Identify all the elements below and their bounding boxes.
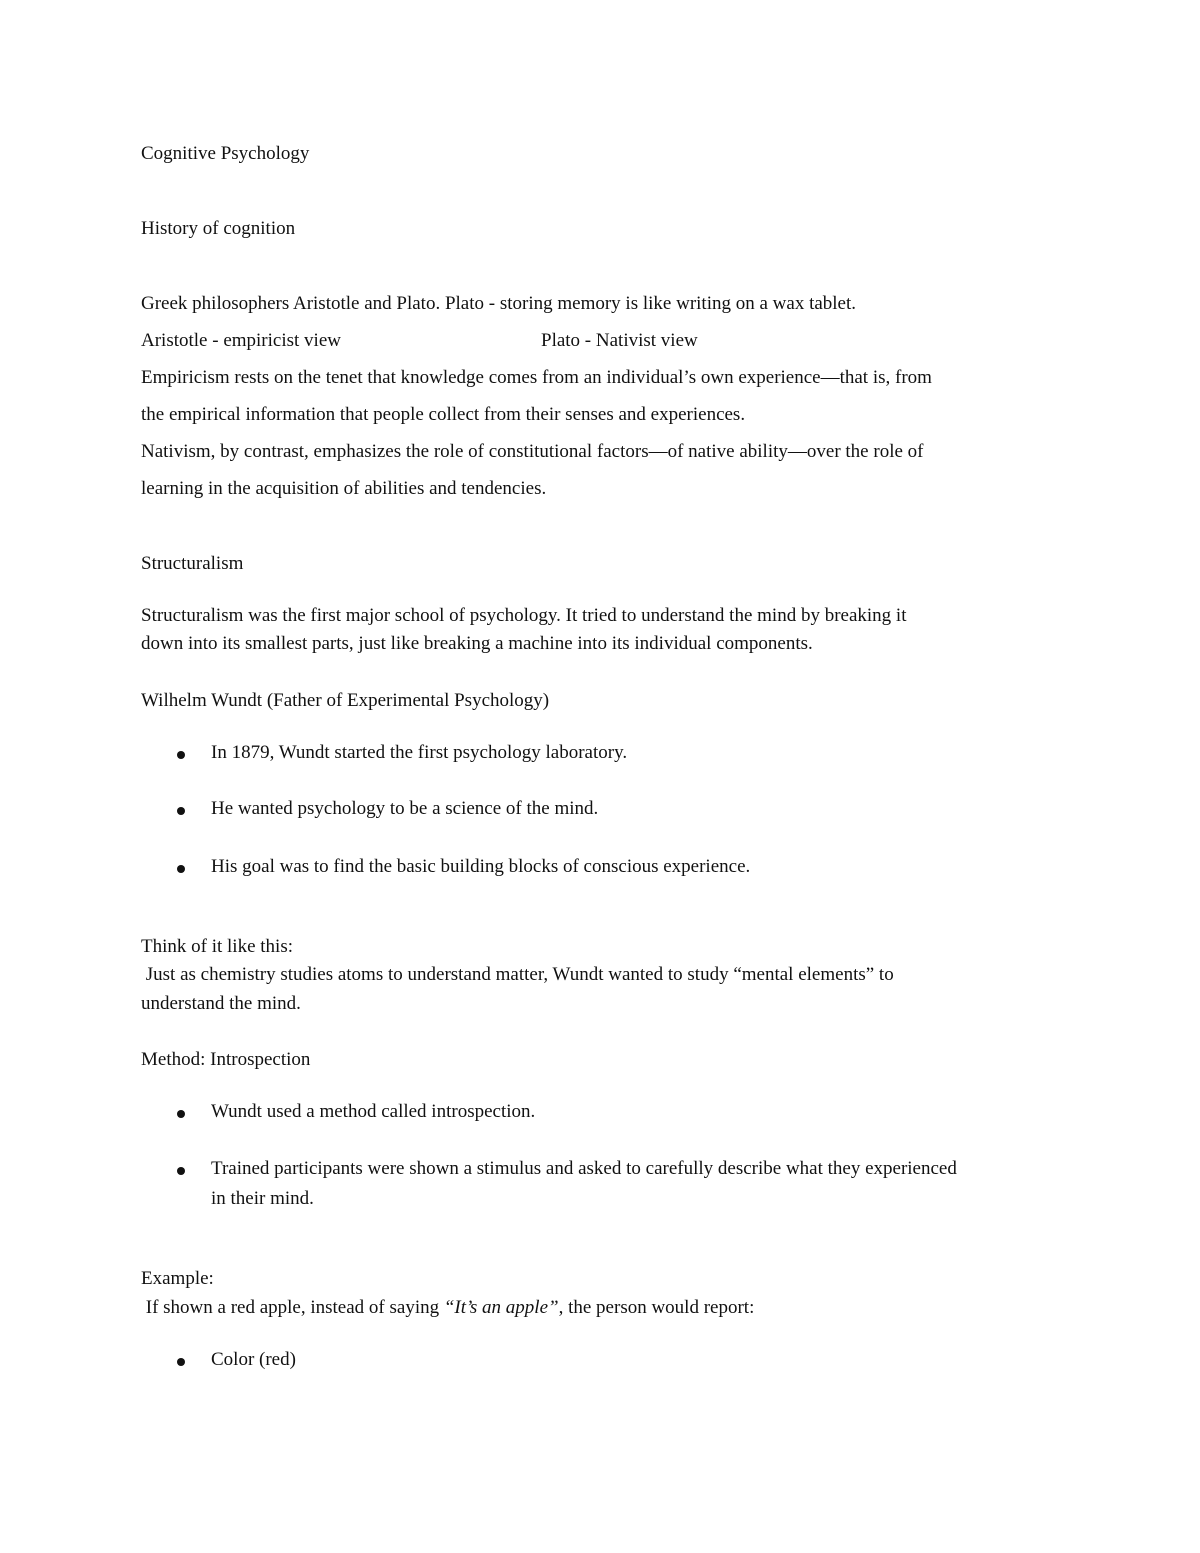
wundt-bullet-2: He wanted psychology to be a science of the mind. — [211, 798, 599, 819]
nativism-line-2: learning in the acquisition of abilities and tendencies. — [141, 478, 547, 499]
wundt-heading: Wilhelm Wundt (Father of Experimental Psychology) — [141, 690, 550, 711]
bullet-icon — [177, 1167, 185, 1175]
structuralism-line-1: Structuralism was the first major school of psychology. It tried to understand the mind by breaking it — [141, 605, 907, 626]
bullet-icon — [177, 865, 185, 873]
empiricism-line-2: the empirical information that people collect from their senses and experiences. — [141, 404, 746, 425]
nativism-line-1: Nativism, by contrast, emphasizes the role of constitutional factors—of native ability—over the role of — [141, 441, 924, 462]
plato-view: Plato - Nativist view — [541, 330, 698, 351]
bullet-icon — [177, 1110, 185, 1118]
method-bullet-1: Wundt used a method called introspection. — [211, 1101, 536, 1122]
aristotle-view: Aristotle - empiricist view — [141, 330, 341, 351]
wundt-bullet-1: In 1879, Wundt started the first psychology laboratory. — [211, 742, 628, 763]
page-title: Cognitive Psychology — [141, 143, 310, 164]
example-heading: Example: — [141, 1268, 214, 1289]
think-line-1: Just as chemistry studies atoms to understand matter, Wundt wanted to study “mental elements” to — [141, 964, 894, 985]
bullet-icon — [177, 807, 185, 815]
example-suffix: , the person would report: — [558, 1297, 755, 1318]
section-heading-structuralism: Structuralism — [141, 553, 244, 574]
example-line — [141, 1296, 754, 1320]
example-quote: “It’s an apple” — [443, 1297, 559, 1318]
bullet-icon — [177, 1358, 185, 1366]
structuralism-line-2: down into its smallest parts, just like breaking a machine into its individual components. — [141, 633, 813, 654]
think-line-2: understand the mind. — [141, 993, 301, 1014]
method-heading: Method: Introspection — [141, 1049, 311, 1070]
section-heading-history: History of cognition — [141, 218, 296, 239]
method-bullet-2-cont: in their mind. — [211, 1188, 314, 1209]
empiricism-line-1: Empiricism rests on the tenet that knowledge comes from an individual’s own experience—that is, from — [141, 367, 932, 388]
greek-philosophers-line: Greek philosophers Aristotle and Plato. Plato - storing memory is like writing on a wax tablet. — [141, 293, 857, 314]
think-heading: Think of it like this: — [141, 936, 293, 957]
bullet-icon — [177, 751, 185, 759]
example-bullet-1: Color (red) — [211, 1349, 296, 1370]
wundt-bullet-3: His goal was to find the basic building blocks of conscious experience. — [211, 856, 751, 877]
method-bullet-2: Trained participants were shown a stimulus and asked to carefully describe what they experienced — [211, 1158, 957, 1179]
example-prefix: If shown a red apple, instead of saying — [141, 1297, 444, 1318]
